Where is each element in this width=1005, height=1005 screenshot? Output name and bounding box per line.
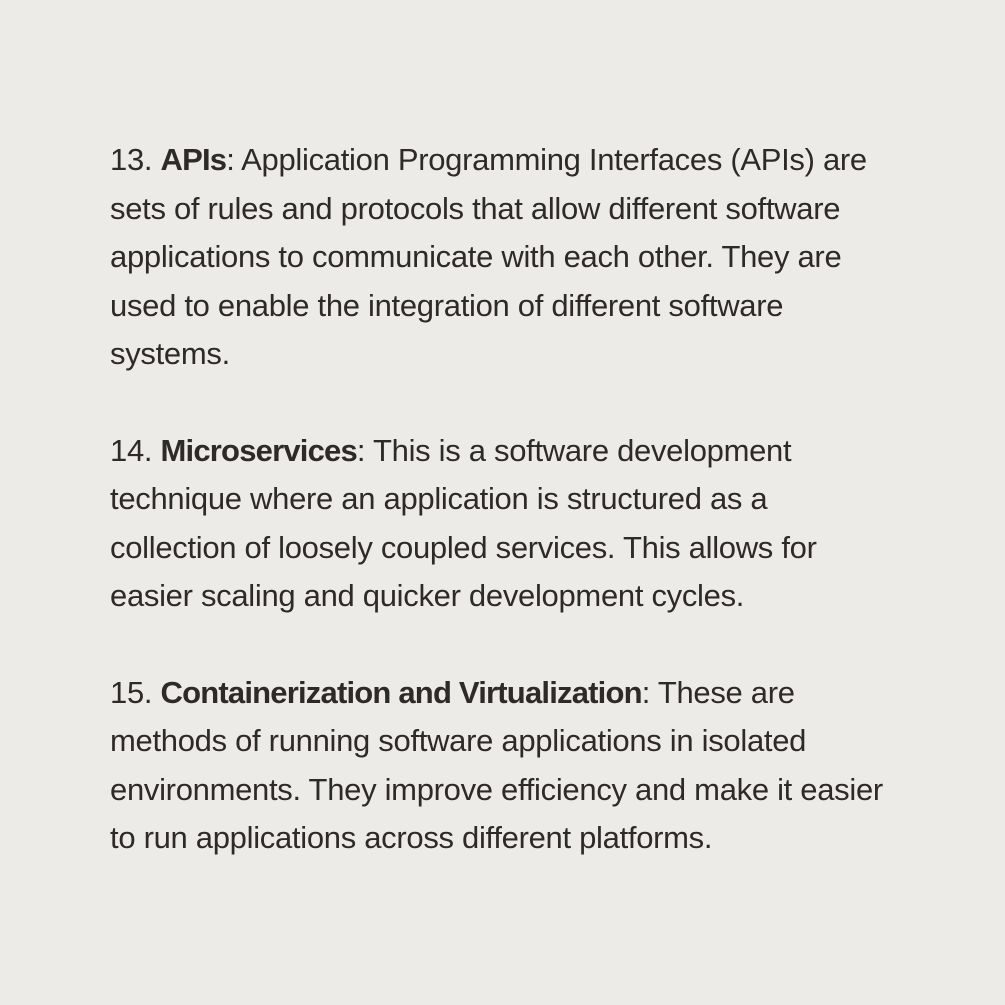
item-term: Microservices (160, 432, 357, 468)
item-term: Containerization and Virtualization (160, 674, 642, 710)
item-description: : These are methods of running software applications in isolated environments. They improve efficiency and make it easier to run applications across different platforms. (110, 674, 883, 855)
item-description: : Application Programming Interfaces (APIs) are sets of rules and protocols that allow different software applications to communicate with each other. They are used to enable the integration of different software systems. (110, 142, 867, 371)
list-item-containerization (110, 669, 900, 863)
list-item-apis (110, 136, 900, 379)
item-term: APIs (160, 142, 227, 177)
document-body (110, 136, 900, 911)
item-number: 13. (110, 142, 161, 177)
item-number: 14. (110, 432, 161, 468)
item-description: : This is a software development technique where an application is structured as a collection of loosely coupled services. This allows for easier scaling and quicker development cycles. (110, 432, 817, 613)
item-number: 15. (110, 674, 161, 710)
list-item-microservices (110, 427, 900, 621)
